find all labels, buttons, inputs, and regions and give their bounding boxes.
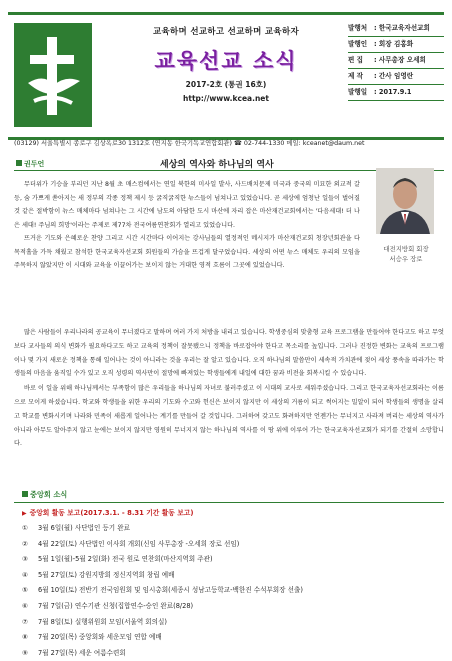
news-section-label: 중앙회 소식: [22, 490, 67, 500]
motto: 교육하며 선교하고 선교하며 교육하자: [153, 27, 299, 37]
paragraph: 무더위가 기승을 부리던 지난 8월 초 매스컴에서는 연일 북한의 미사일 발사, 사드배치문제 미국과 중국의 미묘한 외교적 갈등, 숨 가쁘게 쏟아지는 새 정부의 각종 정책 제시 등 굵직굵직한 뉴스들이 넘쳐나고 있었습니다. 곧 세상에 엄청난 일들이 벌어질 것 같은 절박함이 뉴스 매체마다 넘쳐나는 그 시간에 남도의 아담한 도시 마산에 자리 잡은 마산재건교회에서는 '다음세대! 더 나은 세대! 주님의 희망'이라는 주제로 제77차 전국여름연찬회가 열리고 있었습니다.: [14, 181, 360, 229]
list-item: ⑤ 6월 10일(토) 전반기 전국임원회 및 임시총회(세종시 성남고등학교-백한진 수석부회장 선출): [22, 586, 303, 595]
list-item: ① 3월 6일(월) 사단법인 등기 완료: [22, 524, 130, 532]
meta-row: 발행처 : 한국교육자선교회: [348, 21, 444, 37]
author-caption: 대전지방회 회장 서승우 장로: [383, 245, 429, 263]
newsletter-header: [8, 12, 444, 140]
issue-number: 2017-2호 (통권 16호): [185, 80, 267, 89]
meta-row: 편 집 : 사무총장 오세희: [348, 53, 444, 69]
publication-info: [348, 21, 444, 101]
contact-address: (03129) 서울특별시 종로구 김상옥로30 1312호 (연지동 한국기독교연합회관) ☎ 02-744-1330 메일: kceanet@daum.net: [14, 140, 365, 147]
dove-cross-logo-icon: [14, 23, 92, 127]
newsletter-title: 교육선교 소식: [154, 49, 298, 73]
triangle-bullet-icon: ▶: [22, 510, 27, 517]
list-item: ③ 5월 1일(월)-5월 2일(화) 전국 원로 연찬회(마산지역회 주관): [22, 555, 213, 564]
column-title: 세상의 역사와 하나님의 역사: [160, 160, 274, 170]
list-item: ⑨ 7월 27일(목) 세운 여름수련회: [22, 648, 126, 657]
meta-row: 제 작 : 간사 임영란: [348, 69, 444, 85]
bullet-square-icon: [22, 491, 28, 497]
column-body-bottom: [14, 326, 444, 452]
author-photo: [376, 168, 434, 234]
paragraph: 많은 사람들이 우리나라의 공교육이 무너졌다고 말하며 여러 가지 처방을 내리고 있습니다. 학생중심의 맞춤형 교육 프로그램을 만들어야 한다고도 하고 무엇보다 교사들의 의식 변화가 필요하다고도 하고 교육의 정책이 잘못됐으니 정책을 바로잡아야 한다고 목소리를 높입니다. 그러나 진정한 변화는 교육의 프로그램이나 몇 가지 새로운 정책을 통해 일어나는 것이 아니라는 것을 우리는 잘 알고 있습니다. 오직 하나님의 말씀만이 세속적 가치관에 젖어 세상 풍속을 따라가는 학생들의 마음을 움직일 수가 있고 오직 성령의 역사만이 절망에 빠져있는 학생들에게 내일에 대한 꿈과 비전을 회복시킬 수 있습니다.: [14, 329, 444, 378]
column-section-label: 권두언: [16, 159, 44, 169]
divider: [14, 502, 444, 503]
paragraph: 뜨거운 기도와 은혜로운 찬양 그리고 시간 시간마다 이어지는 강사님들의 열정적인 메시지가 마산재건교회 청장년회관을 다목적홀을 가득 채웠고 참석한 한국교육자선교회 회원들의 가슴을 뜨겁게 달구었습니다. 세상의 어떤 뉴스 매체도 우리의 모임을 주목하지 않았지만 이 시대와 교육을 이끌어가는 보이지 않는 거대한 영적 흐름이 그곳에 있었습니다.: [14, 235, 360, 269]
list-item: ⑥ 7월 7일(금) 연수기관 신청(집합연수-승인 완료(8/28): [22, 601, 194, 610]
website-link[interactable]: http://www.kcea.net: [183, 94, 269, 103]
bullet-square-icon: [16, 160, 22, 166]
column-body-top: [14, 178, 360, 273]
meta-row: 발행인 : 회장 김홍화: [348, 37, 444, 53]
list-item: ④ 5월 27일(토) 강원지방회 정신지역회 창립 예배: [22, 570, 175, 579]
list-item: ⑧ 7월 20일(목) 중앙회와 세운모임 연합 예배: [22, 633, 162, 642]
report-period: ▶ 중앙회 활동 보고(2017.3.1. - 8.31 기간 활동 보고): [22, 509, 194, 517]
meta-row: 발행일 : 2017.9.1: [348, 85, 444, 101]
list-item: ⑦ 7월 8일(토) 실행위원회 모임(서울역 회의실): [22, 617, 167, 626]
list-item: ② 4월 22일(토) 사단법인 이사회 개회(신임 사무총장 -오세희 장로 선임): [22, 539, 240, 548]
activity-list: [22, 521, 442, 661]
portrait-icon: [376, 168, 434, 234]
paragraph: 바로 이 일을 위해 하나님께서는 부족함이 많은 우리들을 하나님의 자녀로 불러주셨고 이 시대의 교사로 세워주셨습니다. 그리고 한국교육자선교회라는 이름으로 모이게 하셨습니다. 학교와 학생들을 위한 우리의 기도와 수고와 헌신은 보이지 않지만 이 세상의 거름이 되고 썩어지는 밀알이 되어 학생들의 생명을 살리고 학교를 변화시키며 나라와 민족이 새롭게 일어나는 계기를 만들어 갈 것입니다. 그러하여 갖고도 화려하지만 언젠가는 무너지고 사라져 버리는 세상의 역사가 아니라 아무도 알아주지 않고 눈에는 보이지 않지만 영원히 무너지지 않는 하나님의 역사를 이 땅 위에 이루어 가는 한국교육자선교회가 되기를 간절히 소망합니다.: [14, 385, 444, 448]
